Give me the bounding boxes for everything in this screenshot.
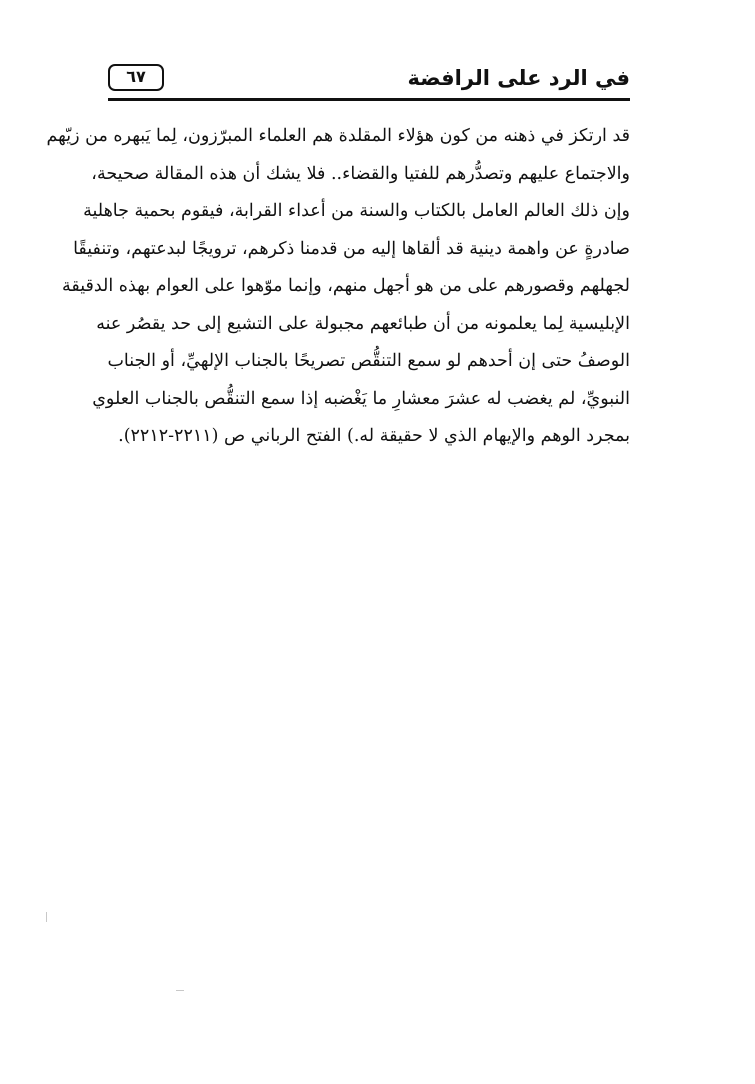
- text-line: الوصفُ حتى إن أحدهم لو سمع التنقُّص تصريحًا بالجناب الإلهيِّ، أو الجناب: [107, 351, 630, 371]
- text-line: النبويِّ، لم يغضب له عشرَ معشارِ ما يَغْضبه إذا سمع التنقُّص بالجناب العلوي: [92, 388, 630, 409]
- page-header: [108, 62, 630, 102]
- page-number: ٦٧: [126, 67, 146, 86]
- scan-mark: [46, 912, 47, 922]
- header-rule: [108, 98, 630, 101]
- text-line: والاجتماع عليهم وتصدُّرهم للفتيا والقضاء.. فلا يشك أن هذه المقالة صحيحة،: [91, 163, 630, 184]
- text-line: وإن ذلك العالم العامل بالكتاب والسنة من أعداء القرابة، فيقوم بحمية جاهلية: [83, 201, 630, 221]
- scan-mark: [176, 990, 184, 991]
- text-line: لجهلهم وقصورهم على من هو أجهل منهم، وإنما موّهوا على العوام بهذه الدقيقة: [61, 276, 630, 296]
- body-paragraph: [46, 118, 630, 456]
- running-title: في الرد على الرافضة: [407, 66, 630, 90]
- text-line: بمجرد الوهم والإيهام الذي لا حقيقة له.) الفتح الرباني ص (٢٢١١-٢٢١٢).: [118, 426, 630, 446]
- text-line: الإبليسية لِما يعلمونه من أن طبائعهم مجبولة على التشيع إلى حد يقصُر عنه: [96, 313, 630, 334]
- text-line: قد ارتكز في ذهنه من كون هؤلاء المقلدة هم العلماء المبرّزون، لِما يَبهره من زيّهم: [46, 126, 630, 146]
- page-number-box: [108, 64, 164, 91]
- text-line: صادرةٍ عن واهمة دينية قد ألقاها إليه من قدمنا ذكرهم، ترويجًا لبدعتهم، وتنفيقًا: [73, 238, 630, 259]
